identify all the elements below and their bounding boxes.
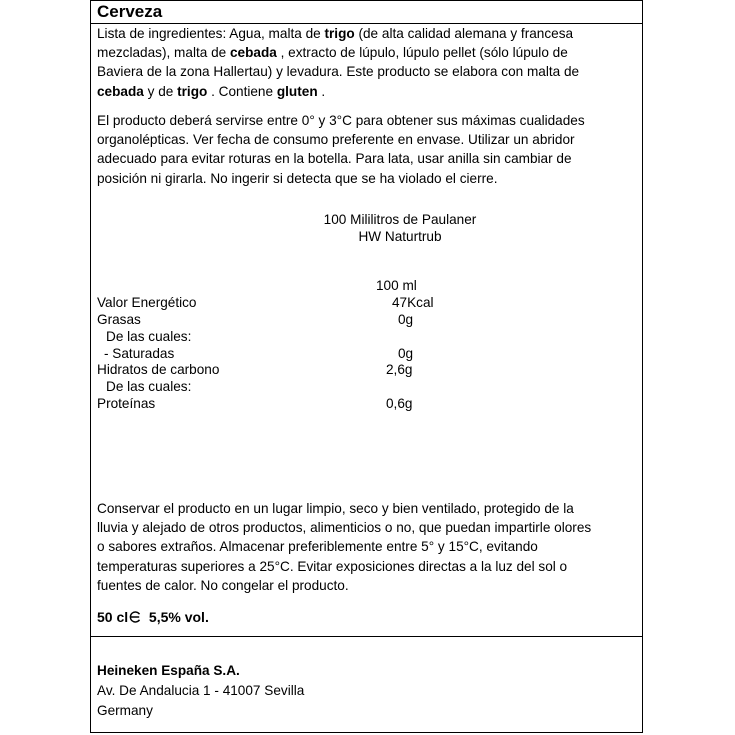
nutrition-row-label: Valor Energético	[97, 295, 197, 310]
nutrition-row-value: 0,6g	[386, 396, 413, 411]
storage-instructions: Conservar el producto en un lugar limpio, seco y bien ventilado, protegido de la lluvia y alejado de otros productos, alimenticios o no, que puedan impartirle olores o sabores extraños. Almacenar preferiblemente entre 5° y 15°C, evitando temperaturas superiores a 25°C. Evitar exposiciones directas a la luz del sol o fuentes de calor. No congelar el producto.	[97, 501, 592, 593]
volume-line	[97, 609, 209, 626]
company-country: Germany	[97, 703, 153, 718]
product-title: Cerveza	[97, 2, 163, 21]
estimated-e-mark-icon	[129, 610, 141, 626]
volume-amount: 50 cl	[97, 609, 129, 625]
nutrition-row-label: Grasas	[97, 312, 141, 327]
nutrition-row-label: - Saturadas	[104, 346, 175, 361]
volume-divider	[91, 636, 642, 637]
nutrition-row-label: Hidratos de carbono	[97, 362, 220, 377]
nutrition-row-label: De las cuales:	[106, 329, 192, 344]
serving-instructions: El producto deberá servirse entre 0° y 3°C para obtener sus máximas cualidades organolépticas. Ver fecha de consumo preferente en envase. Utilizar un abridor adecuado para evitar roturas en la botella. Para lata, usar anilla sin cambiar de posición ni girarla. No ingerir si detecta que se ha violado el cierre.	[97, 113, 585, 186]
nutrition-row-value: 2,6g	[386, 362, 413, 377]
nutrition-row-label: De las cuales:	[106, 379, 192, 394]
nutrition-row-value: 47Kcal	[392, 295, 434, 310]
alcohol-volume: 5,5% vol.	[148, 609, 209, 625]
company-address: Av. De Andalucia 1 - 41007 Sevilla	[97, 683, 305, 698]
company-name: Heineken España S.A.	[97, 663, 240, 678]
nutrition-row-value: 0g	[398, 346, 414, 361]
nutrition-column-header: 100 ml	[376, 278, 417, 293]
nutrition-header: 100 Mililitros de Paulaner HW Naturtrub	[323, 212, 477, 244]
nutrition-row-label: Proteínas	[97, 396, 156, 411]
ingredients-text: Lista de ingredientes: Agua, malta de trigo (de alta calidad alemana y francesa mezcladas), malta de cebada , extracto de lúpulo, lúpulo pellet (sólo lúpulo de Baviera de la zona Hallertau) y levadura. Este producto se elabora con malta de cebada y de trigo . Contiene gluten .	[97, 26, 580, 99]
nutrition-row-value: 0g	[398, 312, 414, 327]
